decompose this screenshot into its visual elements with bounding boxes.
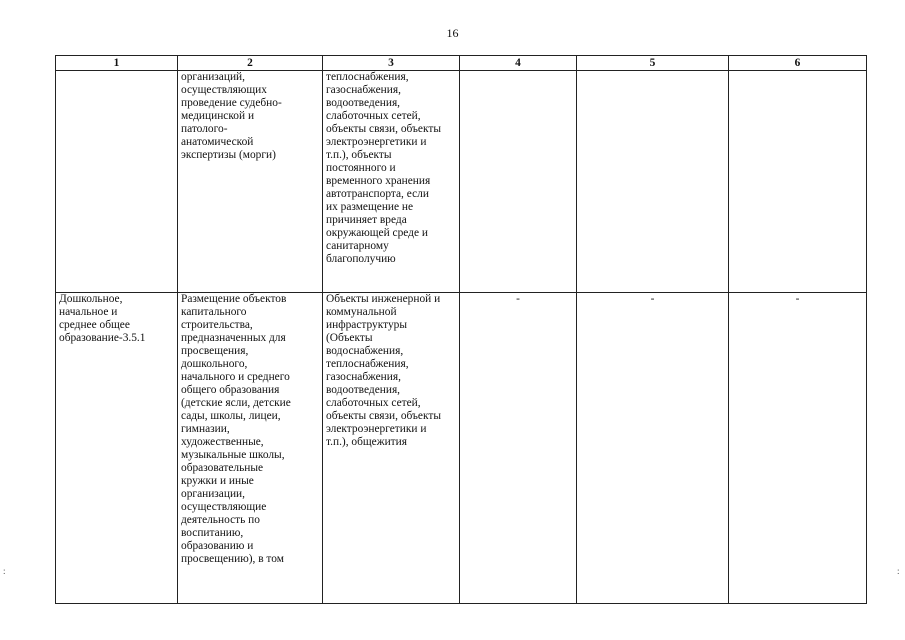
row1-cell-col4	[460, 71, 577, 293]
table-row	[56, 293, 867, 604]
cell-text-line: организации,	[181, 488, 245, 500]
row1-cell-col5	[577, 71, 729, 293]
row2-cell-col4: -	[460, 293, 577, 604]
cell-text-line: слаботочных сетей,	[326, 110, 421, 122]
cell-text-line: автотранспорта, если	[326, 188, 429, 200]
cell-text-line: т.п.), объекты	[326, 149, 392, 161]
cell-text-line: Объекты инженерной и	[326, 293, 441, 305]
column-header-2: 2	[178, 56, 323, 71]
cell-text-line: экспертизы (морги)	[181, 149, 276, 161]
cell-text-line: общего образования	[181, 384, 280, 396]
column-header-5: 5	[577, 56, 729, 71]
cell-text-line: просвещения,	[181, 345, 249, 357]
cell-text-line: их размещение не	[326, 201, 414, 213]
cell-text-line: постоянного и	[326, 162, 396, 174]
cell-text-line: сады, школы, лицеи,	[181, 410, 281, 422]
cell-text-line: образовательные	[181, 462, 264, 474]
column-header-6: 6	[729, 56, 867, 71]
column-header-1: 1	[56, 56, 178, 71]
cell-text-line: газоснабжения,	[326, 84, 401, 96]
cell-text-line: коммунальной	[326, 306, 397, 318]
row2-cell-col6: -	[729, 293, 867, 604]
cell-text-line: патолого-	[181, 123, 228, 135]
right-margin-mark: :	[897, 566, 900, 576]
row2-cell-col5: -	[577, 293, 729, 604]
cell-text-line: осуществляющие	[181, 501, 267, 513]
cell-text-line: (детские ясли, детские	[181, 397, 291, 409]
cell-text-line: музыкальные школы,	[181, 449, 285, 461]
cell-text-line: Размещение объектов	[181, 293, 287, 305]
column-header-3: 3	[323, 56, 460, 71]
cell-text-line: слаботочных сетей,	[326, 397, 421, 409]
header-row	[56, 56, 867, 71]
row1-cell-use-type	[56, 71, 178, 293]
cell-text-line: организаций,	[181, 71, 245, 83]
cell-text-line: теплоснабжения,	[326, 71, 409, 83]
cell-text-line: начальное и	[59, 306, 118, 318]
cell-text-line: окружающей среде и	[326, 227, 428, 239]
cell-text-line: объекты связи, объекты	[326, 123, 441, 135]
cell-text-line: т.п.), общежития	[326, 436, 407, 448]
table-row	[56, 71, 867, 293]
cell-text-line: электроэнергетики и	[326, 136, 427, 148]
cell-text-line: медицинской и	[181, 110, 255, 122]
cell-text-line: водоотведения,	[326, 97, 401, 109]
cell-text-line: временного хранения	[326, 175, 431, 187]
cell-text-line: Дошкольное,	[59, 293, 123, 305]
cell-text-line: среднее общее	[59, 319, 130, 331]
cell-text-line: деятельность по	[181, 514, 260, 526]
cell-text-line: художественные,	[181, 436, 264, 448]
cell-text-line: (Объекты	[326, 332, 373, 344]
row1-cell-description	[178, 71, 323, 293]
cell-text-line: водоснабжения,	[326, 345, 404, 357]
cell-text-line: дошкольного,	[181, 358, 248, 370]
cell-text-line: благополучию	[326, 253, 396, 265]
land-use-table	[55, 55, 867, 604]
cell-text-line: начального и среднего	[181, 371, 290, 383]
cell-text-line: причиняет вреда	[326, 214, 407, 226]
page-number: 16	[446, 26, 459, 40]
column-header-4: 4	[460, 56, 577, 71]
cell-text-line: образованию и	[181, 540, 254, 552]
cell-text-line: воспитанию,	[181, 527, 244, 539]
cell-text-line: просвещению), в том	[181, 553, 284, 565]
cell-text-line: строительства,	[181, 319, 253, 331]
cell-text-line: проведение судебно-	[181, 97, 282, 109]
left-margin-mark: :	[3, 566, 6, 576]
cell-text-line: образование-3.5.1	[59, 332, 146, 344]
cell-text-line: анатомической	[181, 136, 254, 148]
row2-cell-use-type	[56, 293, 178, 604]
row1-cell-auxiliary-uses	[323, 71, 460, 293]
cell-text-line: газоснабжения,	[326, 371, 401, 383]
row1-cell-col6	[729, 71, 867, 293]
cell-text-line: гимназии,	[181, 423, 230, 435]
cell-text-line: кружки и иные	[181, 475, 254, 487]
row2-cell-description	[178, 293, 323, 604]
cell-text-line: инфраструктуры	[326, 319, 407, 331]
cell-text-line: водоотведения,	[326, 384, 401, 396]
cell-text-line: капитального	[181, 306, 247, 318]
cell-text-line: осуществляющих	[181, 84, 267, 96]
row2-cell-auxiliary-uses	[323, 293, 460, 604]
cell-text-line: электроэнергетики и	[326, 423, 427, 435]
cell-text-line: объекты связи, объекты	[326, 410, 441, 422]
cell-text-line: санитарному	[326, 240, 389, 252]
cell-text-line: предназначенных для	[181, 332, 286, 344]
cell-text-line: теплоснабжения,	[326, 358, 409, 370]
